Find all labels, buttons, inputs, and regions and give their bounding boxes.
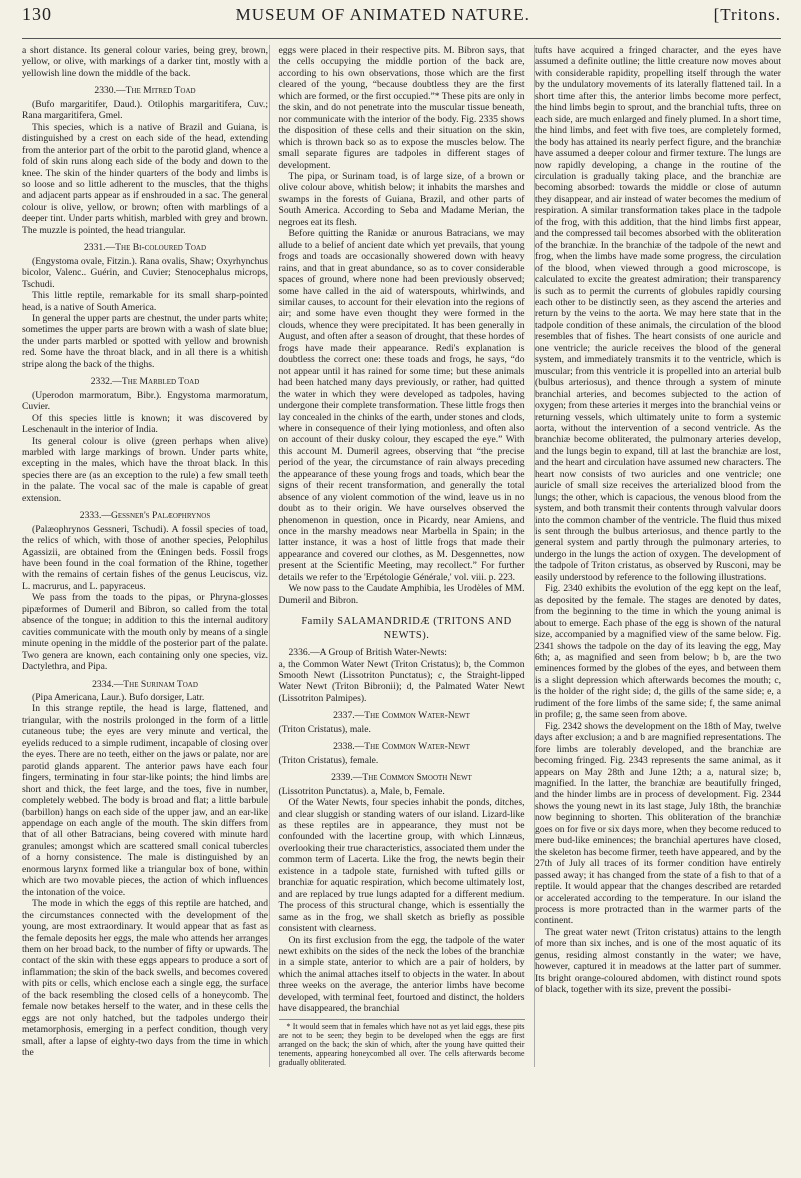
- section-subheading: (Triton Cristatus), male.: [278, 723, 371, 735]
- footnote-text: * It would seem that in females which have not as yet laid eggs, these pits are not to be seen; they begin to be developed when the eggs are first arranged on the back; the skin of which, after the young have quitted their tenements, appearing honeycombed all over. The cells afterwards become gradually obliterated.: [278, 1021, 525, 1067]
- paragraph: Fig. 2342 shows the development on the 18th of May, twelve days after exclusion; a and b are magnified representations. The fore limbs are tolerably developed, and the branchiæ are becoming fringed. Fig. 2343 represents the same animal, as it appears on May 28th and June 12th; a a, natural size; b, magnified. In the latter, the branchiæ are beautifully fringed, and the hinder limbs are in process of development. Fig. 2344 shows the young newt in its last stage, July 18th, the branchiæ now beginning to shorten. This obliteration of the branchiæ goes on for five or six days more, when they become reduced to mere bud-like eminences; the branchial apertures have closed, the skeleton has become firmer, teeth have appeared, and by the 27th of July all traces of its former condition have entirely passed away; it has changed from the state of a fish to that of a reptile. It would appear that the changes described are retarded or accelerated according to the temperature. In our island the process is more protracted than in the warmer parts of the continent.: [535, 720, 781, 927]
- paragraph: a, the Common Water Newt (Triton Cristatus); b, the Common Smooth Newt (Lissotriton Punctatus); c, the Straight-lipped Water Newt (Triton Bibronii); d, the Palmated Water Newt (Lissotriton Palmipes).: [278, 658, 525, 704]
- family-heading: Family SALAMANDRIDÆ (TRITONS AND: [301, 616, 512, 628]
- paragraph: Fig. 2340 exhibits the evolution of the egg kept on the leaf, as deposited by the female. The stages are denoted by dates, from the beginning to the time in which the young animal is about to emerge. Each phase of the egg is shown of the natural size, accompanied by a magnified view of the same below. Fig. 2341 shows the tadpole on the day of its leaving the egg, May 6th; a, as magnified and seen from below; b b, are the two eminences formed by the globes of the eyes, and between them is a slight depression which afterwards becomes the mouth; c, is the holder of the right side; d, the gills of the same side; e, a rudiment of the fore limbs of the same side; f, the same animal in profile; g, the same seen from above.: [535, 583, 781, 721]
- page-number: 130: [22, 4, 52, 24]
- paragraph: (Palæophrynos Gessneri, Tschudi). A fossil species of toad, the relics of which, with those of another species, Pelophilus Agassizii, are obtained from the Œningen beds. Fossil frogs have been found in the coal formation of the Rhine, together with the remains of certain fishes of the genus Leuciscus, viz. L. macrurus, and L. papyraceus.: [22, 523, 268, 592]
- section-heading: 2334.—The Surinam Toad: [92, 678, 198, 690]
- column-right: [535, 45, 781, 1067]
- paragraph: 2336.—A Group of British Water-Newts:: [288, 647, 447, 659]
- family-heading-cont: NEWTS).: [383, 629, 430, 641]
- paragraph: Of the Water Newts, four species inhabit the ponds, ditches, and clear sluggish or standing waters of our island. Lizard-like as these reptiles are in appearance, they must not be confounded with the lacertine group, with which Linnæus, overlooking their true characteristics, associated them under the common term of Lacerta. Like the frog, the newts begin their existence in a tadpole state, furnished with tufted gills or branchiæ for aquatic respiration, which become ultimately lost, and are replaced by true lungs adapted for a different medium. The process of this structural change, which is essentially the same as in the frog, we shall sketch as briefly as possible consistent with clearness.: [278, 797, 525, 935]
- section-heading: 2332.—The Marbled Toad: [90, 376, 200, 388]
- section-subheading: (Triton Cristatus), female.: [278, 754, 379, 766]
- paragraph: This species, which is a native of Brazil and Guiana, is distinguished by a crest on each side of the head, extending from the anterior part of the orbit to the parotid gland, whence a fold of skin runs along each side of the body and down to the knee. The skin of the hinder quarters of the body and limbs is so loose and so little adherent to the muscles, that the thighs and adjacent parts appear as if enshrouded in a sac. The general colour is olive, yellow, or brown; often with marblings of a deeper tint. Under parts whitish, marbled with grey and brown. The muzzle is pointed, the head triangular.: [22, 121, 268, 236]
- section-heading: 2330.—The Mitred Toad: [94, 85, 196, 97]
- paragraph: The pipa, or Surinam toad, is of large size, of a brown or olive colour above, whitish below; it inhabits the marshes and swamps in the forests of Guiana, Brazil, and other parts of South America. According to Seba and Madame Merian, the negroes eat its flesh.: [278, 170, 525, 228]
- column-middle: [269, 45, 535, 1067]
- paragraph: We pass from the toads to the pipas, or Phryna-glosses pipæformes of Dumeril and Bibron, so called from the total absence of the tongue; in addition to this the internal auditory cavities communicate with the mouth only by means of a single minute opening in the middle of the posterior part of the palate. Two genera are known, each containing only one species, viz. Dactylethra, and Pipa.: [22, 592, 268, 673]
- section-heading: 2339.—The Common Smooth Newt: [331, 772, 472, 784]
- paragraph: This little reptile, remarkable for its small sharp-pointed head, is a native of South America.: [22, 290, 268, 313]
- paragraph: Of this species little is known; it was discovered by Leschenault in the interior of India.: [22, 412, 268, 436]
- paragraph: Its general colour is olive (green perhaps when alive) marbled with large markings of brown. Under parts white, excepting in the males, which have the throat black. In this species there are (as an exception to the rule) a few small teeth in the palate. The vocal sac of the male is capable of great extension.: [22, 435, 268, 504]
- paragraph: The great water newt (Triton cristatus) attains to the length of more than six inches, and is one of the most aquatic of its genus, residing almost constantly in the water; we have, however, captured it in meadows at the latter part of summer. Its bright orange-coloured abdomen, with distinct round spots of black, together with its size, prevent the possibi-: [535, 926, 781, 996]
- section-subheading: (Lissotriton Punctatus). a, Male, b, Female.: [278, 785, 445, 797]
- paragraph: Before quitting the Ranidæ or anurous Batracians, we may allude to a belief of ancient date which yet prevails, that young frogs and toads are occasionally showered down with heavy rains, and that in great abundance, so as to cover considerable spaces of ground, where none had been previously observed; some have called in the aid of waterspouts, whirlwinds, and similar causes, to account for their elevation into the regions of air; and some have even thought they were formed in the clouds, whence they were precipitated. It has been generally in August, and often after a season of drought, that these hordes of frogs have made their appearance. Redi's explanation is doubtless the correct one: these toads and frogs, he says, “do not appear until it has rained for some time; but these animals had been hatched many days previously, or rather, had quitted the water in which they were developed as tadpoles, having undergone their complete transformation. These little frogs then lay concealed in the chinks of the earth, under stones and clods, where in consequence of their lying motionless, and often also on account of their dusky colour, they escaped the eye.” With this account M. Dumeril agrees, observing that “the precise period of the year, the circumstance of rain always preceding the appearance of these young frogs and toads, which bear the signs of their recent transformation, and generally the total absence of any violent commotion of the wind, leave us in no doubt as to their origin. We have ourselves observed the phenomenon in question, once in Picardy, near Amiens, and once in the marshy meadows near Marbella in Spain; in the latter instance, it was a host of little frogs that made their appearance and covered our clothes, as M. Desgennettes, now present at the Scientific Meeting, may recollect.” For further details we refer to the 'Erpétologie Générale,' vol. viii. p. 223.: [278, 228, 525, 583]
- paragraph: a short distance. Its general colour varies, being grey, brown, yellow, or olive, with markings of a darker tint, mostly with a yellowish line down the middle of the back.: [22, 45, 268, 79]
- section-heading: 2333.—Gessner's Palæophrynos: [79, 510, 211, 522]
- section-title: [Tritons.: [713, 5, 781, 24]
- page-header: [22, 0, 781, 39]
- column-left: [22, 45, 268, 1067]
- paragraph: On its first exclusion from the egg, the tadpole of the water newt exhibits on the sides of the neck the lobes of the branchiæ in a simple state, anterior to which are a pair of holders, by which the animal attaches itself to objects in the water. In about three weeks on the average, the anterior limbs have become developed, with terminal feet, fourtoed and distinct, the holders have disappeared, the branchial: [278, 934, 525, 1015]
- paragraph: In this strange reptile, the head is large, flattened, and triangular, with the nostrils prolonged in the form of a little cutaneous tube; the eyes are very minute and vertical, the eyelids reduced to a simple rudiment, incapable of closing over the eyes. There are no teeth, either on the jaws or palate, nor are parotid glands apparent. The anterior paws have each four fingers, terminating in four star-like points; the hind limbs are short and thick, the feet large, and the toes, five in number, completely webbed. The body is broad and flat; a little barbule (barbillon) hangs on each side of the upper jaw, and an ear-like appendage on each angle of the mouth. The skin differs from that of all other Batracians, being covered with minute hard granules; amongst which are scattered small conical tubercles of a horny consistence. The male is distinguished by an enormous larynx formed like a triangular box of bone, within which are two movable pieces, the action of which influences the intonation of the voice.: [22, 703, 268, 898]
- paragraph: In general the upper parts are chestnut, the under parts white; sometimes the upper parts are brown with a wash of slate blue; the under parts marbled or spotted with yellow and brownish red. Some have the throat black, and in all there is a whitish stripe along the back of the thighs.: [22, 312, 268, 370]
- paragraph: We now pass to the Caudate Amphibia, les Urodèles of MM. Dumeril and Bibron.: [278, 583, 525, 606]
- paragraph: tufts have acquired a fringed character, and the eyes have assumed a definite outline; the little creature now moves about with considerable rapidity, propelling itself through the water by the undulatory movements of its laterally flattened tail. In a short time after this, the anterior limbs become more perfect, the hind limbs begin to sprout, and the branchial tufts, three on each side, are much enlarged and finely plumed. In a short time, the hind limbs, and feet with five toes, are completely formed, the body has attained its nearly perfect figure, and the branchiæ have assumed a deeper colour and firmer texture. The lungs are now rapidly developing, a change in the routine of the circulation is gradually taking place, and the branchiæ are becoming absorbed: towards the middle or close of autumn they disappear, and air instead of water becomes the medium of respiration. A similar transformation takes place in the tadpole of the frog, with this addition, that the hind limbs first appear, and the compressed tail becomes absorbed with the obliteration of the branchiæ. In the branchiæ of the tadpole of the newt and frog, when the limbs have made some progress, the circulation of the blood, when viewed through a good microscope, is calculated to excite the greatest admiration; their transparency is such as to permit the currents of globules rapidly coursing each other to be distinctly seen, as they ascend the arteries and return by the veins to the aorta. We may here state that in the tadpole condition of these animals, the circulation of the blood resembles that of fishes. The heart consists of one auricle and one ventricle; the auricle receives the blood of the general system, and immediately transmits it to the ventricle, which is muscular; from this ventricle it is propelled into an arterial bulb (bulbus arteriosus), and thence through a system of minute branchial arteries, and becomes subjected to the action of oxygen; from these arteries it merges into the branchial veins or returning vessels, which ultimately unite to form a systemic aorta, without the intervention of a second ventricle. As the branchiæ become obliterated, the pulmonary arteries develop, and the lungs begin to expand, till at last the branchiæ are lost, and the heart and circulation have assumed new characters. The heart now consists of two auricles and one ventricle; one auricle of small size receives the arterialized blood from the lungs; the other, which is capacious, the venous blood from the system, and both transmit their contents through valvular doors into the common chamber of the ventricle. The fluid thus mixed is sent through the bulbus arteriosus, and thence partly to the general system and partly through the pulmonary arteries, to undergo in the lungs the action of oxygen. The development of the tadpole of Triton cristatus, as observed by Rusconi, may be easily understood by reference to the following illustrations.: [535, 45, 781, 583]
- section-heading: 2338.—The Common Water-Newt: [333, 741, 470, 753]
- paragraph: (Pipa Americana, Laur.). Bufo dorsiger, Latr.: [32, 692, 205, 704]
- paragraph: eggs were placed in their respective pits. M. Bibron says, that the cells occupying the middle portion of the back are, according to his own observations, those which are the first cleared of the young, “because doubtless they are the first which are formed, or the first occupied.”* These pits are only in the skin, and do not penetrate into the muscular tissue beneath, nor communicate with the interior of the body. Fig. 2335 shows the disposition of these cells and their situation on the skin, which is thrown back so as to expose the muscles below. The small separate figures are tadpoles in different stages of development.: [278, 45, 525, 171]
- section-heading: 2337.—The Common Water-Newt: [333, 710, 470, 722]
- footnote: [279, 1019, 525, 1067]
- paragraph: (Bufo margaritifer, Daud.). Otilophis margaritifera, Cuv.; Rana margaritifera, Gmel.: [22, 98, 268, 122]
- running-title: MUSEUM OF ANIMATED NATURE.: [235, 5, 530, 24]
- section-heading: 2331.—The Bi-coloured Toad: [83, 242, 207, 254]
- paragraph: (Engystoma ovale, Fitzin.). Rana ovalis, Shaw; Oxyrhynchus bicolor, Valenc.. Guérin, and Cuvier; Stenocephalus microps, Tschudi.: [22, 255, 268, 290]
- paragraph: The mode in which the eggs of this reptile are hatched, and the circumstances connected with the development of the young, are most extraordinary. It would appear that as fast as the female deposits her eggs, the male who attends her arranges them on her broad back, to the number of fifty or upwards. The contact of the skin with these eggs appears to produce a sort of inflammation; the skin of the back swells, and becomes covered with pits or cells, which enclose each a single egg, the surface of the back resembling the closed cells of a honeycomb. The female now betakes herself to the water, and in these cells the eggs are not only hatched, but the tadpoles undergo their metamorphosis, emerging in a perfect condition, though very small, after a lapse of eighty-two days from the time in which the: [22, 898, 268, 1059]
- text-columns: [22, 45, 781, 1067]
- paragraph: (Uperodon marmoratum, Bibr.). Engystoma marmoratum, Cuvier.: [22, 389, 268, 413]
